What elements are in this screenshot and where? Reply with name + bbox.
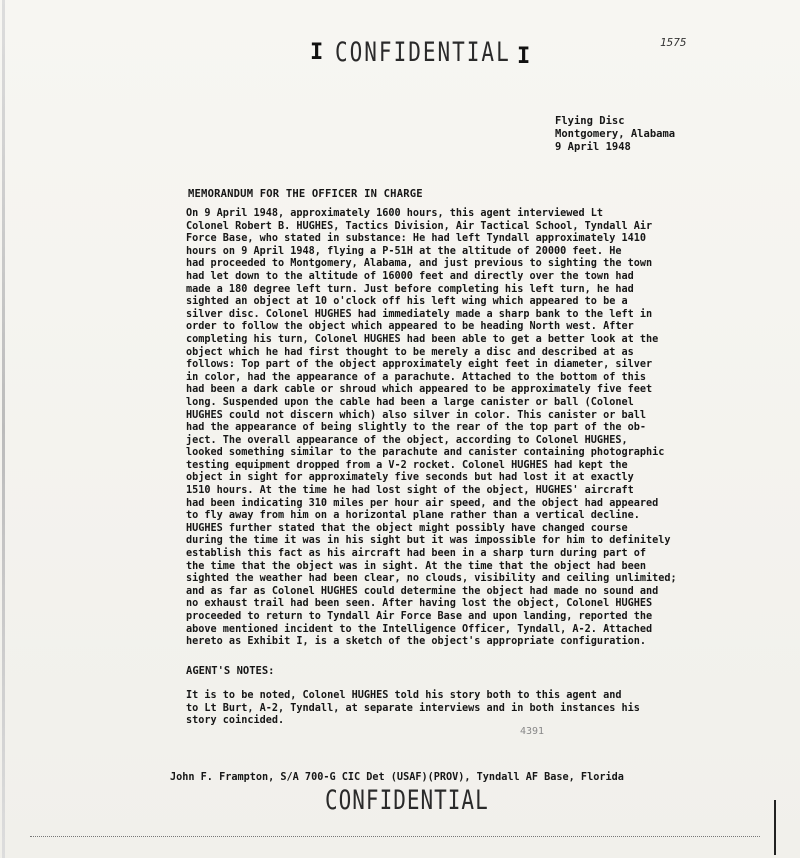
memo-body-line: had proceeded to Montgomery, Alabama, and just previous to sighting the town — [186, 258, 653, 270]
confidential-stamp-bottom: CONFIDENTIAL — [325, 785, 489, 815]
memo-body-line: sighted an object at 10 o'clock off his left wing which appeared to be a — [186, 296, 628, 308]
memo-body-line: long. Suspended upon the cable had been a large canister or ball (Colonel — [186, 396, 634, 408]
memo-body-line: to fly away from him on a horizontal plane rather than a vertical decline. — [186, 510, 640, 522]
memo-body-line: ject. The overall appearance of the object, according to Colonel HUGHES, — [186, 434, 628, 446]
signature-line: John F. Frampton, S/A 700-G CIC Det (USAF)(PROV), Tyndall AF Base, Florida — [170, 772, 624, 783]
memo-body — [186, 208, 686, 649]
memo-body-line: testing equipment dropped from a V-2 rocket. Colonel HUGHES had kept the — [186, 459, 628, 471]
memo-title: MEMORANDUM FOR THE OFFICER IN CHARGE — [188, 188, 423, 200]
memo-body-line: object which he had first thought to be merely a disc and described at as — [186, 346, 634, 358]
memo-body-line: and as far as Colonel HUGHES could determine the object had made no sound and — [186, 585, 659, 597]
memo-body-line: proceeded to return to Tyndall Air Force Base and upon landing, reported the — [186, 611, 653, 622]
memo-body-line: order to follow the object which appeared to be heading North west. After — [186, 321, 634, 333]
memo-body-line: follows: Top part of the object approximately eight feet in diameter, silver — [186, 359, 653, 371]
agents-notes-line: to Lt Burt, A-2, Tyndall, at separate interviews and in both instances his — [186, 702, 640, 714]
scan-edge-right — [774, 800, 776, 855]
header-location: Montgomery, Alabama — [555, 128, 676, 140]
header-subject: Flying Disc — [555, 115, 625, 127]
document-header — [555, 115, 675, 154]
memo-body-line: had been indicating 310 miles per hour air speed, and the object had appeared — [186, 497, 659, 509]
agents-notes-body — [186, 690, 696, 728]
memo-body-line: Colonel Robert B. HUGHES, Tactics Division, Air Tactical School, Tyndall Air — [186, 220, 653, 232]
memo-body-line: had been a dark cable or shroud which appeared to be approximately five feet — [186, 384, 653, 396]
memo-body-line: during the time it was in his sight but it was impossible for him to definitely — [186, 535, 671, 547]
memo-body-line: silver disc. Colonel HUGHES had immediately made a sharp bank to the left in — [186, 308, 653, 320]
memo-body-line: 1510 hours. At the time he had lost sight of the object, HUGHES' aircraft — [186, 485, 634, 497]
memo-body-line: no exhaust trail had been seen. After having lost the object, Colonel HUGHES — [186, 598, 653, 610]
agents-notes-heading: AGENT'S NOTES: — [186, 665, 275, 677]
memo-body-line: hours on 9 April 1948, flying a P-51H at the altitude of 20000 feet. He — [186, 245, 622, 257]
corner-handwritten-note: 1575 — [660, 36, 687, 49]
confidential-stamp-top: CONFIDENTIAL — [335, 37, 511, 67]
memo-body-line: hereto as Exhibit I, is a sketch of the object's appropriate configuration. — [186, 636, 647, 648]
memo-body-line: completing his turn, Colonel HUGHES had been able to get a better look at the — [186, 333, 659, 345]
memo-body-line: sighted the weather had been clear, no clouds, visibility and ceiling unlimited; — [186, 573, 677, 585]
agents-notes-line: It is to be noted, Colonel HUGHES told his story both to this agent and — [186, 690, 622, 701]
memo-body-line: object in sight for approximately five seconds but had lost it at exactly — [186, 472, 634, 484]
page-number: 4391 — [520, 726, 545, 737]
memo-body-line: looked something similar to the parachute and canister containing photographic — [186, 447, 665, 459]
memo-body-line: On 9 April 1948, approximately 1600 hours, this agent interviewed Lt — [186, 208, 604, 219]
memo-body-line: had the appearance of being slightly to the rear of the top part of the ob- — [186, 422, 647, 434]
memo-body-line: had let down to the altitude of 16000 feet and directly over the town had — [186, 270, 634, 282]
scan-edge — [2, 0, 5, 858]
memo-body-line: made a 180 degree left turn. Just before completing his left turn, he had — [186, 283, 634, 295]
memo-body-line: the time that the object was in sight. At the time that the object had been — [186, 560, 647, 572]
memo-body-line: Force Base, who stated in substance: He had left Tyndall approximately 1410 — [186, 233, 647, 245]
memo-body-line: above mentioned incident to the Intelligence Officer, Tyndall, A-2. Attached — [186, 623, 653, 635]
header-date: 9 April 1948 — [555, 141, 631, 153]
redaction-mark-left: I — [310, 40, 324, 65]
memo-body-line: establish this fact as his aircraft had been in a sharp turn during part of — [186, 548, 647, 560]
memo-body-line: HUGHES further stated that the object might possibly have changed course — [186, 522, 628, 534]
redaction-mark-right: I — [517, 44, 531, 69]
agents-notes-line: story coincided. — [186, 715, 285, 727]
memo-body-line: HUGHES could not discern which) also silver in color. This canister or ball — [186, 409, 647, 421]
memo-body-line: in color, had the appearance of a parachute. Attached to the bottom of this — [186, 371, 647, 383]
bottom-dotted-line — [30, 836, 760, 838]
